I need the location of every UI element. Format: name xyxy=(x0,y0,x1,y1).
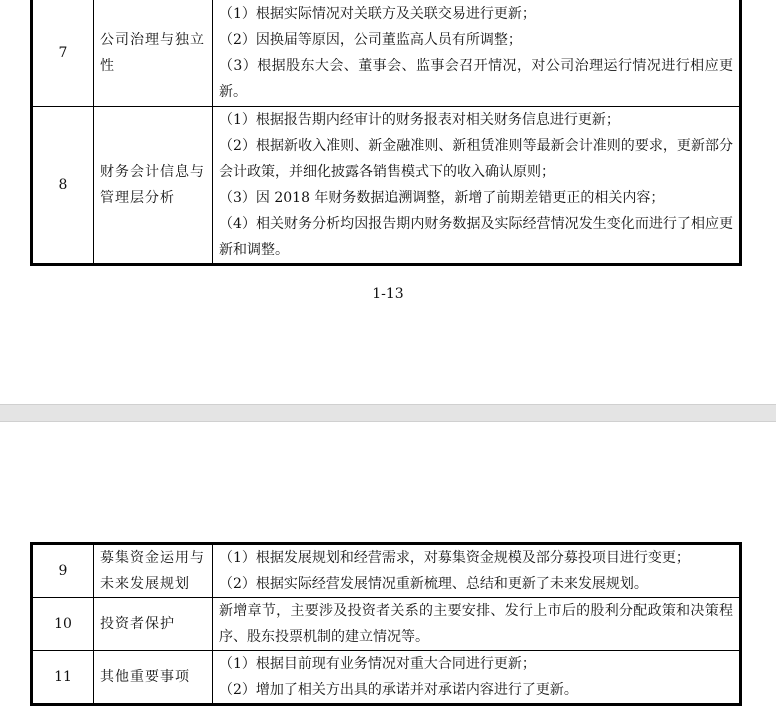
row-number: 7 xyxy=(32,0,94,107)
page-separator xyxy=(0,404,776,422)
table-row xyxy=(32,107,741,265)
content-line: （1）根据发展规划和经营需求，对募集资金规模及部分募投项目进行变更； xyxy=(219,550,690,566)
content-line: （1）根据目前现有业务情况对重大合同进行更新； xyxy=(219,656,536,672)
content-line: 新增章节，主要涉及投资者关系的主要安排、发行上市后的股利分配政策和决策程序、股东投票机制的建立情况等。 xyxy=(219,603,733,645)
table-row xyxy=(32,0,741,107)
table-row xyxy=(32,651,741,705)
row-item: 募集资金运用与未来发展规划 xyxy=(94,544,213,598)
content-line: （2）因换届等原因，公司董监高人员有所调整； xyxy=(219,31,522,48)
row-content xyxy=(213,107,741,265)
row-content xyxy=(213,0,741,107)
page-number: 1-13 xyxy=(372,286,404,302)
row-content xyxy=(213,598,741,651)
row-content xyxy=(213,544,741,598)
row-item: 投资者保护 xyxy=(94,598,213,651)
content-line: （3）根据股东大会、董事会、监事会召开情况，对公司治理运行情况进行相应更新。 xyxy=(219,57,733,100)
row-number: 9 xyxy=(32,544,94,598)
row-number: 11 xyxy=(32,651,94,705)
row-number: 8 xyxy=(32,107,94,265)
content-line: （2）增加了相关方出具的承诺并对承诺内容进行了更新。 xyxy=(219,682,578,698)
table-row xyxy=(32,544,741,598)
content-line: （2）根据实际经营发展情况重新梳理、总结和更新了未来发展规划。 xyxy=(219,576,648,592)
row-content xyxy=(213,651,741,705)
content-line: （4）相关财务分析均因报告期内财务数据及实际经营情况发生变化而进行了相应更新和调整。 xyxy=(219,216,733,258)
changes-table-continued xyxy=(30,0,742,266)
row-item: 其他重要事项 xyxy=(94,651,213,705)
changes-table xyxy=(30,542,742,706)
content-line: （1）根据报告期内经审计的财务报表对相关财务信息进行更新； xyxy=(219,112,620,128)
row-number: 10 xyxy=(32,598,94,651)
table-row xyxy=(32,598,741,651)
row-item: 公司治理与独立性 xyxy=(94,0,213,107)
document-page-bottom xyxy=(0,422,776,722)
content-line: （3）因 2018 年财务数据追溯调整，新增了前期差错更正的相关内容； xyxy=(219,190,665,206)
row-item: 财务会计信息与管理层分析 xyxy=(94,107,213,265)
content-line: （2）根据新收入准则、新金融准则、新租赁准则等最新会计准则的要求，更新部分会计政策，并细化披露各销售模式下的收入确认原则； xyxy=(219,138,733,180)
content-line: （1）根据实际情况对关联方及关联交易进行更新； xyxy=(219,5,536,22)
